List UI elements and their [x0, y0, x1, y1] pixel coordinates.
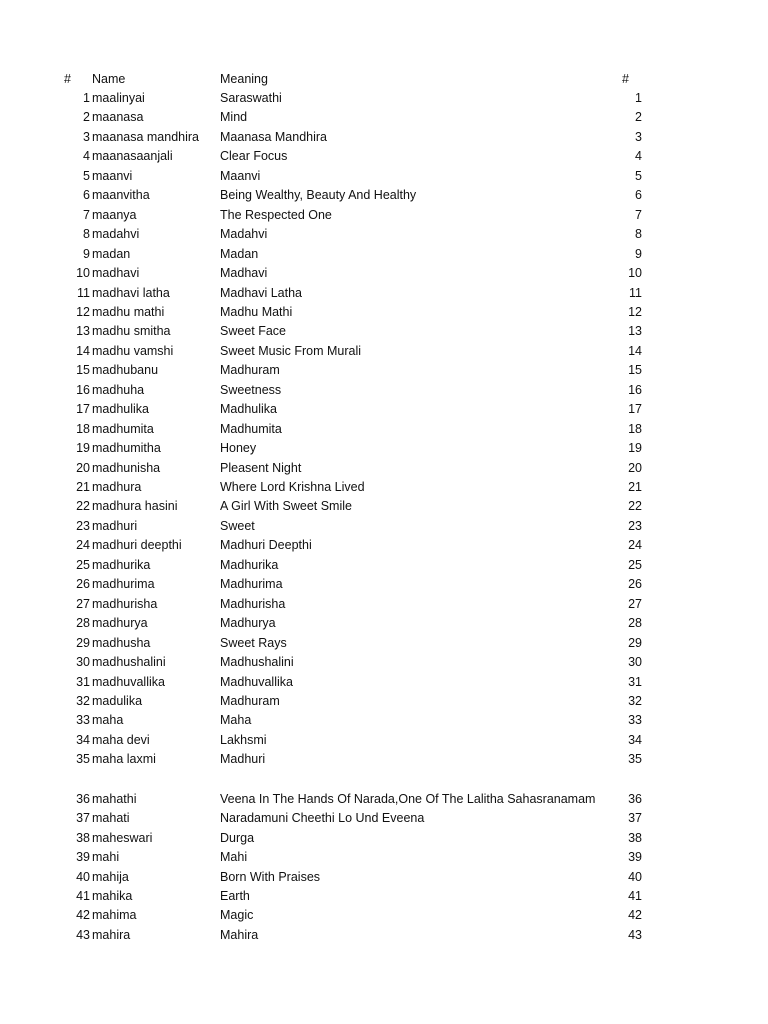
- row-name: mahi: [92, 850, 120, 864]
- row-number: 30: [76, 655, 90, 669]
- row-number: 34: [76, 733, 90, 747]
- table-row: [0, 634, 768, 653]
- table-row: [0, 926, 768, 945]
- row-name: maha laxmi: [92, 752, 156, 766]
- row-number: 33: [76, 713, 90, 727]
- row-meaning: Veena In The Hands Of Narada,One Of The Lalitha Sahasranamam: [220, 792, 596, 806]
- row-number-right: 34: [628, 733, 642, 747]
- row-number-right: 15: [628, 363, 642, 377]
- row-name: madhuri deepthi: [92, 538, 182, 552]
- row-number-right: 26: [628, 577, 642, 591]
- row-number-right: 30: [628, 655, 642, 669]
- row-meaning: Madhurya: [220, 616, 276, 630]
- row-number-right: 1: [635, 91, 642, 105]
- row-number-right: 7: [635, 208, 642, 222]
- row-name: madan: [92, 247, 131, 261]
- row-number: 40: [76, 870, 90, 884]
- row-meaning: Madhumita: [220, 422, 282, 436]
- row-name: maanasaanjali: [92, 149, 173, 163]
- row-meaning: Madhuram: [220, 363, 280, 377]
- row-number: 4: [83, 149, 90, 163]
- row-number-right: 6: [635, 188, 642, 202]
- row-number-right: 13: [628, 324, 642, 338]
- row-number: 11: [77, 286, 90, 300]
- row-meaning: Madhurika: [220, 558, 279, 572]
- row-number: 37: [76, 811, 90, 825]
- row-meaning: Sweet Face: [220, 324, 287, 338]
- header-row: [0, 70, 768, 89]
- table-row: [0, 868, 768, 887]
- row-number: 39: [76, 850, 90, 864]
- table-row: [0, 750, 768, 769]
- row-meaning: Mind: [220, 110, 248, 124]
- row-name: madhurima: [92, 577, 155, 591]
- row-meaning: Maanasa Mandhira: [220, 130, 328, 144]
- row-number: 9: [83, 247, 90, 261]
- row-number-right: 36: [628, 792, 642, 806]
- row-number-right: 24: [628, 538, 642, 552]
- row-name: mahima: [92, 908, 137, 922]
- row-meaning: Madhurima: [220, 577, 283, 591]
- row-number: 41: [76, 889, 90, 903]
- row-number: 23: [76, 519, 90, 533]
- row-number: 25: [76, 558, 90, 572]
- row-meaning: Naradamuni Cheethi Lo Und Eveena: [220, 811, 425, 825]
- row-name: madhavi: [92, 266, 140, 280]
- row-meaning: A Girl With Sweet Smile: [220, 499, 352, 513]
- row-meaning: Madhuri: [220, 752, 266, 766]
- row-meaning: Sweetness: [220, 383, 282, 397]
- row-number-right: 27: [628, 597, 642, 611]
- row-name: mahika: [92, 889, 133, 903]
- row-meaning: Madhushalini: [220, 655, 294, 669]
- row-number: 31: [76, 675, 90, 689]
- header-name: Name: [92, 72, 126, 86]
- row-number: 22: [76, 499, 90, 513]
- row-number-right: 22: [628, 499, 642, 513]
- row-meaning: Earth: [220, 889, 250, 903]
- row-name: madhura: [92, 480, 142, 494]
- table-row: [0, 536, 768, 555]
- table-row: [0, 284, 768, 303]
- table-row: [0, 497, 768, 516]
- row-name: madhumita: [92, 422, 154, 436]
- row-number: 5: [83, 169, 90, 183]
- row-meaning: Madahvi: [220, 227, 268, 241]
- row-meaning: Maanvi: [220, 169, 261, 183]
- row-meaning: Sweet: [220, 519, 255, 533]
- row-meaning: Honey: [220, 441, 257, 455]
- table-row: [0, 887, 768, 906]
- row-number-right: 23: [628, 519, 642, 533]
- row-number-right: 18: [628, 422, 642, 436]
- row-number: 16: [76, 383, 90, 397]
- table-row: [0, 614, 768, 633]
- row-meaning: The Respected One: [220, 208, 332, 222]
- row-number: 43: [76, 928, 90, 942]
- row-meaning: Madhuram: [220, 694, 280, 708]
- row-number-right: 17: [628, 402, 642, 416]
- row-meaning: Madhu Mathi: [220, 305, 293, 319]
- row-name: mahati: [92, 811, 130, 825]
- table-row: [0, 790, 768, 809]
- table-row: [0, 206, 768, 225]
- row-name: mahija: [92, 870, 129, 884]
- table-row: [0, 731, 768, 750]
- row-number-right: 35: [628, 752, 642, 766]
- table-row: [0, 167, 768, 186]
- row-number: 38: [76, 831, 90, 845]
- row-number-right: 39: [628, 850, 642, 864]
- row-name: madhuri: [92, 519, 138, 533]
- table-row: [0, 400, 768, 419]
- row-name: maalinyai: [92, 91, 145, 105]
- table-row: [0, 89, 768, 108]
- table-row: [0, 245, 768, 264]
- row-name: madahvi: [92, 227, 140, 241]
- row-name: madhuvallika: [92, 675, 165, 689]
- row-name: maanvi: [92, 169, 133, 183]
- header-number-right: #: [622, 72, 629, 86]
- row-number-right: 25: [628, 558, 642, 572]
- row-number-right: 2: [635, 110, 642, 124]
- row-name: madhushalini: [92, 655, 166, 669]
- row-name: madhunisha: [92, 461, 161, 475]
- row-meaning: Maha: [220, 713, 252, 727]
- row-number: 15: [76, 363, 90, 377]
- row-name: madhulika: [92, 402, 149, 416]
- row-name: maanya: [92, 208, 137, 222]
- row-name: madhurika: [92, 558, 151, 572]
- row-number-right: 3: [635, 130, 642, 144]
- row-number: 3: [83, 130, 90, 144]
- row-meaning: Born With Praises: [220, 870, 321, 884]
- row-name: maheswari: [92, 831, 153, 845]
- row-number-right: 21: [628, 480, 642, 494]
- table-row: [0, 225, 768, 244]
- table-row: [0, 264, 768, 283]
- table-row: [0, 108, 768, 127]
- row-number: 21: [76, 480, 90, 494]
- table-row: [0, 322, 768, 341]
- table-row: [0, 186, 768, 205]
- row-number: 32: [76, 694, 90, 708]
- table-row: [0, 575, 768, 594]
- row-number-right: 43: [628, 928, 642, 942]
- table-row: [0, 906, 768, 925]
- row-meaning: Lakhsmi: [220, 733, 267, 747]
- row-name: maha: [92, 713, 124, 727]
- row-name: maanasa: [92, 110, 144, 124]
- row-name: madhu smitha: [92, 324, 171, 338]
- table-row: [0, 848, 768, 867]
- row-name: madulika: [92, 694, 143, 708]
- row-name: madhavi latha: [92, 286, 170, 300]
- row-meaning: Sweet Music From Murali: [220, 344, 361, 358]
- row-number: 10: [76, 266, 90, 280]
- row-name: madhu mathi: [92, 305, 165, 319]
- row-name: maha devi: [92, 733, 150, 747]
- row-number: 8: [83, 227, 90, 241]
- row-name: madhusha: [92, 636, 151, 650]
- header-number: #: [64, 72, 71, 86]
- table-row: [0, 420, 768, 439]
- row-number: 24: [76, 538, 90, 552]
- row-number: 35: [76, 752, 90, 766]
- table-row: [0, 303, 768, 322]
- table-row: [0, 711, 768, 730]
- row-meaning: Mahira: [220, 928, 259, 942]
- row-number: 18: [76, 422, 90, 436]
- row-number-right: 33: [628, 713, 642, 727]
- table-row: [0, 653, 768, 672]
- row-number-right: 14: [628, 344, 642, 358]
- table-row: [0, 809, 768, 828]
- table-row: [0, 595, 768, 614]
- row-name: madhura hasini: [92, 499, 178, 513]
- row-meaning: Madan: [220, 247, 259, 261]
- table-row: [0, 381, 768, 400]
- row-number-right: 16: [628, 383, 642, 397]
- row-number-right: 41: [628, 889, 642, 903]
- row-meaning: Clear Focus: [220, 149, 288, 163]
- row-name: maanasa mandhira: [92, 130, 200, 144]
- row-number-right: 20: [628, 461, 642, 475]
- row-number: 17: [76, 402, 90, 416]
- row-name: madhurisha: [92, 597, 158, 611]
- row-number: 14: [76, 344, 90, 358]
- row-number: 7: [83, 208, 90, 222]
- row-number-right: 37: [628, 811, 642, 825]
- row-meaning: Madhavi: [220, 266, 268, 280]
- row-meaning: Madhavi Latha: [220, 286, 303, 300]
- row-number: 13: [76, 324, 90, 338]
- row-number-right: 38: [628, 831, 642, 845]
- table-row: [0, 556, 768, 575]
- row-number-right: 9: [635, 247, 642, 261]
- row-number-right: 31: [628, 675, 642, 689]
- row-meaning: Madhuri Deepthi: [220, 538, 312, 552]
- table-row: [0, 829, 768, 848]
- table-row: [0, 517, 768, 536]
- row-meaning: Saraswathi: [220, 91, 282, 105]
- row-name: madhurya: [92, 616, 148, 630]
- row-number-right: 42: [628, 908, 642, 922]
- row-number: 27: [76, 597, 90, 611]
- row-name: madhu vamshi: [92, 344, 174, 358]
- table-row: [0, 128, 768, 147]
- row-number: 36: [76, 792, 90, 806]
- row-number: 28: [76, 616, 90, 630]
- row-number-right: 8: [635, 227, 642, 241]
- row-name: madhubanu: [92, 363, 159, 377]
- row-name: madhuha: [92, 383, 145, 397]
- row-number-right: 12: [628, 305, 642, 319]
- header-meaning: Meaning: [220, 72, 268, 86]
- table-row: [0, 459, 768, 478]
- row-meaning: Madhulika: [220, 402, 277, 416]
- row-number: 26: [76, 577, 90, 591]
- row-name: maanvitha: [92, 188, 150, 202]
- table-row: [0, 439, 768, 458]
- row-number-right: 11: [629, 286, 642, 300]
- row-number: 6: [83, 188, 90, 202]
- table-row: [0, 478, 768, 497]
- row-number-right: 32: [628, 694, 642, 708]
- table-row: [0, 147, 768, 166]
- row-meaning: Pleasent Night: [220, 461, 302, 475]
- row-number: 2: [83, 110, 90, 124]
- row-number: 12: [76, 305, 90, 319]
- table-row: [0, 673, 768, 692]
- row-meaning: Sweet Rays: [220, 636, 287, 650]
- row-meaning: Madhurisha: [220, 597, 286, 611]
- row-number-right: 5: [635, 169, 642, 183]
- row-meaning: Magic: [220, 908, 254, 922]
- table-row: [0, 342, 768, 361]
- table-row: [0, 361, 768, 380]
- row-meaning: Where Lord Krishna Lived: [220, 480, 365, 494]
- row-number-right: 4: [635, 149, 642, 163]
- row-meaning: Mahi: [220, 850, 248, 864]
- row-number: 20: [76, 461, 90, 475]
- row-number: 29: [76, 636, 90, 650]
- row-number-right: 28: [628, 616, 642, 630]
- row-meaning: Madhuvallika: [220, 675, 293, 689]
- row-name: mahathi: [92, 792, 137, 806]
- table-row: [0, 692, 768, 711]
- row-number-right: 29: [628, 636, 642, 650]
- row-meaning: Being Wealthy, Beauty And Healthy: [220, 188, 417, 202]
- row-number: 42: [76, 908, 90, 922]
- row-number: 19: [76, 441, 90, 455]
- row-number-right: 40: [628, 870, 642, 884]
- row-name: madhumitha: [92, 441, 161, 455]
- row-number: 1: [83, 91, 90, 105]
- row-number-right: 10: [628, 266, 642, 280]
- row-name: mahira: [92, 928, 131, 942]
- row-number-right: 19: [628, 441, 642, 455]
- row-meaning: Durga: [220, 831, 255, 845]
